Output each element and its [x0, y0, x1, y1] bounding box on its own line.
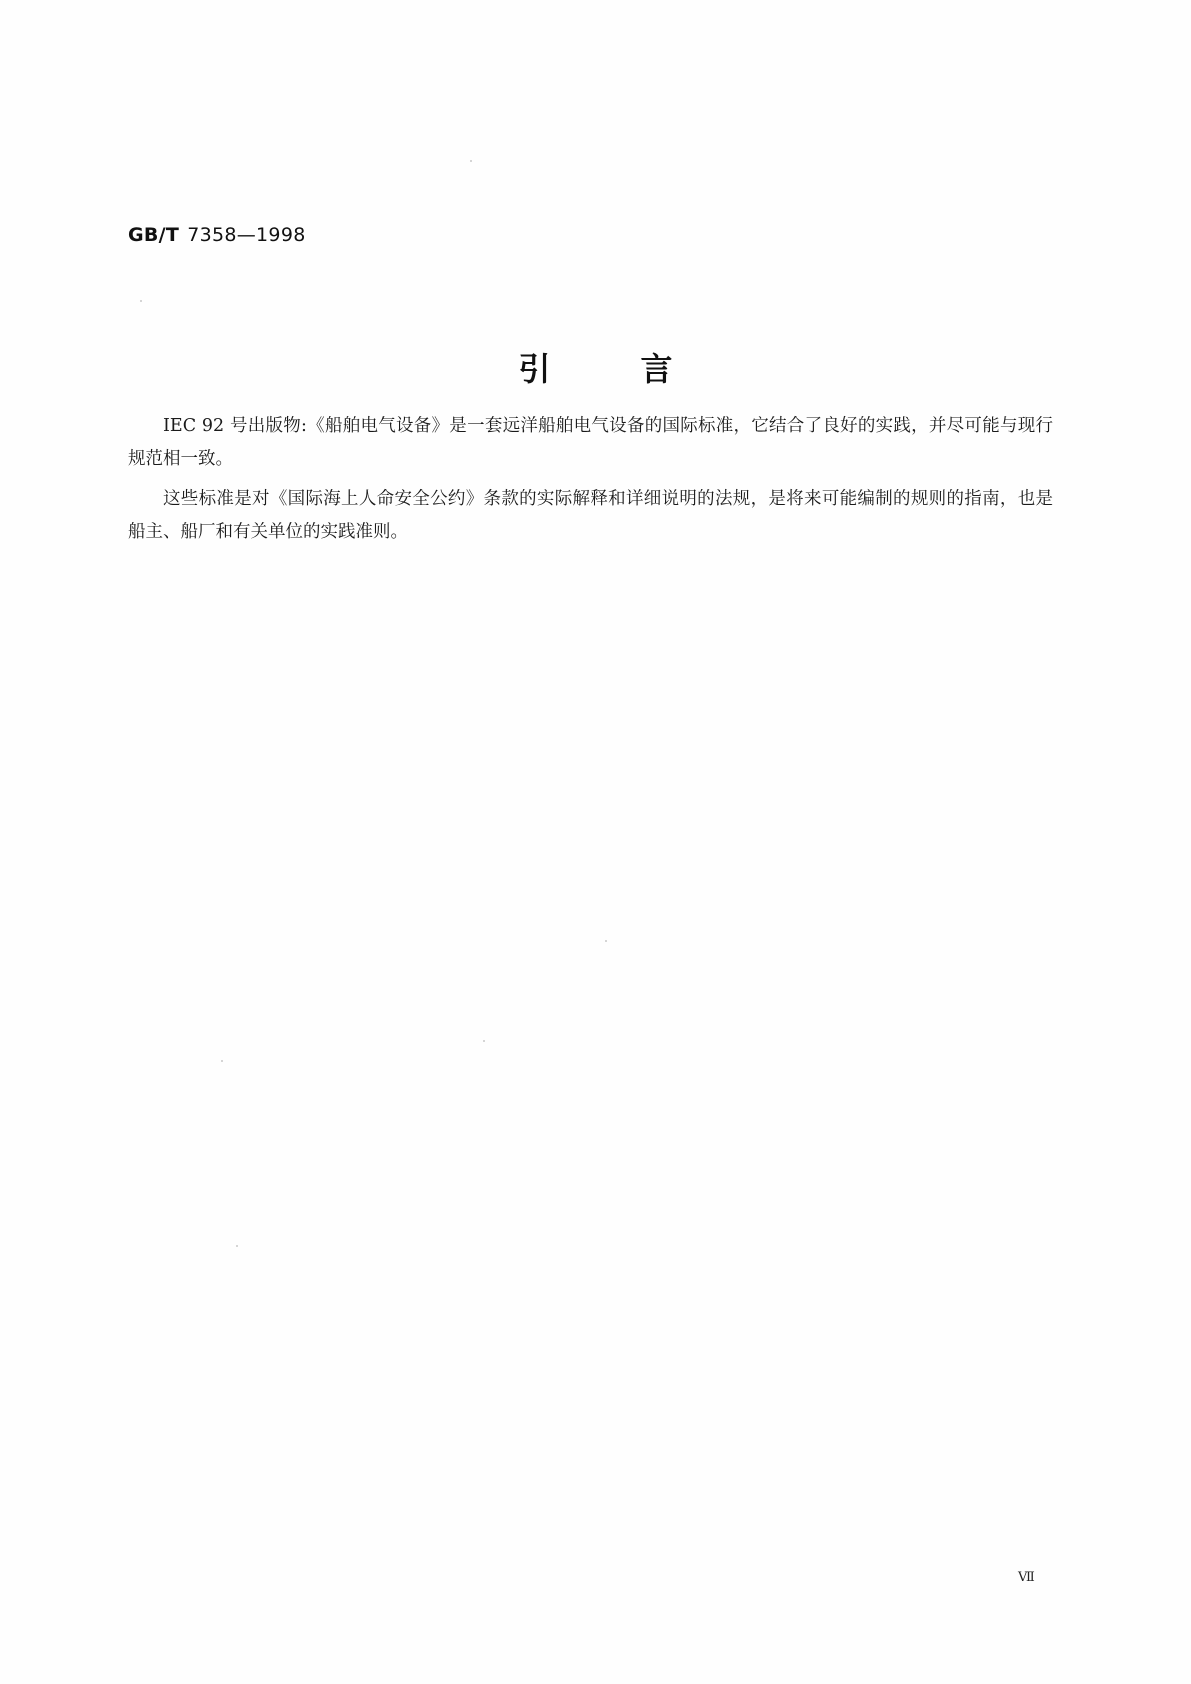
scan-speck — [221, 1060, 223, 1062]
page-number: Ⅶ — [1018, 1570, 1035, 1585]
body-text — [128, 410, 1053, 556]
paragraph-2: 这些标准是对《国际海上人命安全公约》条款的实际解释和详细说明的法规，是将来可能编制的规则的指南，也是船主、船厂和有关单位的实践准则。 — [128, 489, 1053, 542]
standard-prefix: GB/T — [128, 224, 180, 246]
paragraph-1: IEC 92 号出版物:《船舶电气设备》是一套远洋船舶电气设备的国际标准，它结合了良好的实践，并尽可能与现行规范相一致。 — [128, 416, 1053, 469]
standard-number: 7358—1998 — [187, 224, 306, 246]
scan-speck — [236, 1245, 238, 1247]
scan-speck — [483, 1040, 485, 1042]
scan-speck — [140, 300, 142, 302]
section-heading: 引言 — [518, 350, 763, 388]
standard-code — [128, 224, 306, 246]
scan-speck — [605, 940, 607, 942]
scan-speck — [470, 160, 472, 162]
